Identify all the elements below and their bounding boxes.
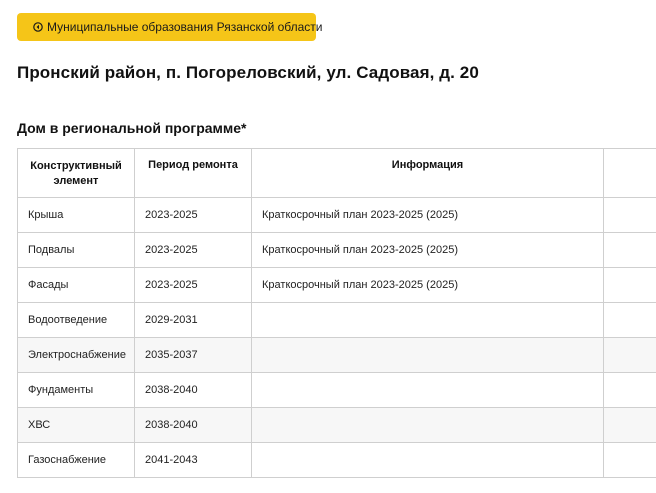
cell-period: 2035-2037 [135, 338, 252, 373]
table-header-row [18, 149, 656, 198]
cell-info [252, 303, 604, 338]
cell-info: Краткосрочный план 2023-2025 (2025) [252, 198, 604, 233]
cell-extra [604, 443, 656, 478]
table-row [18, 303, 656, 338]
cell-element: Электроснабжение [18, 338, 135, 373]
cell-element: Фасады [18, 268, 135, 303]
cell-info [252, 338, 604, 373]
page-title: Пронский район, п. Погореловский, ул. Садовая, д. 20 [17, 63, 479, 82]
back-to-municipalities-button[interactable] [17, 13, 323, 41]
cell-info: Краткосрочный план 2023-2025 (2025) [252, 233, 604, 268]
back-button-label: Муниципальные образования Рязанской области [47, 20, 323, 34]
cell-period: 2038-2040 [135, 408, 252, 443]
column-header-info: Информация [252, 149, 604, 198]
cell-element: Подвалы [18, 233, 135, 268]
circle-arrow-left-icon [33, 22, 43, 32]
cell-period: 2023-2025 [135, 198, 252, 233]
table-row [18, 198, 656, 233]
table-row [18, 233, 656, 268]
table-body [18, 198, 656, 478]
cell-extra [604, 198, 656, 233]
cell-info [252, 408, 604, 443]
regional-program-table [17, 148, 656, 478]
table-row [18, 408, 656, 443]
cell-period: 2023-2025 [135, 268, 252, 303]
cell-period: 2029-2031 [135, 303, 252, 338]
table-row [18, 443, 656, 478]
cell-period: 2038-2040 [135, 373, 252, 408]
cell-period: 2041-2043 [135, 443, 252, 478]
column-header-element: Конструктивный элемент [18, 149, 135, 198]
column-header-period: Период ремонта [135, 149, 252, 198]
cell-element: Фундаменты [18, 373, 135, 408]
cell-extra [604, 303, 656, 338]
table-row [18, 373, 656, 408]
cell-info [252, 373, 604, 408]
cell-element: Газоснабжение [18, 443, 135, 478]
cell-element: Крыша [18, 198, 135, 233]
cell-period: 2023-2025 [135, 233, 252, 268]
cell-extra [604, 338, 656, 373]
cell-info: Краткосрочный план 2023-2025 (2025) [252, 268, 604, 303]
section-title: Дом в региональной программе* [17, 120, 247, 136]
table-row [18, 268, 656, 303]
table-row [18, 338, 656, 373]
cell-info [252, 443, 604, 478]
cell-element: Водоотведение [18, 303, 135, 338]
cell-extra [604, 233, 656, 268]
cell-element: ХВС [18, 408, 135, 443]
cell-extra [604, 373, 656, 408]
cell-extra [604, 408, 656, 443]
cell-extra [604, 268, 656, 303]
column-header-extra [604, 149, 656, 198]
